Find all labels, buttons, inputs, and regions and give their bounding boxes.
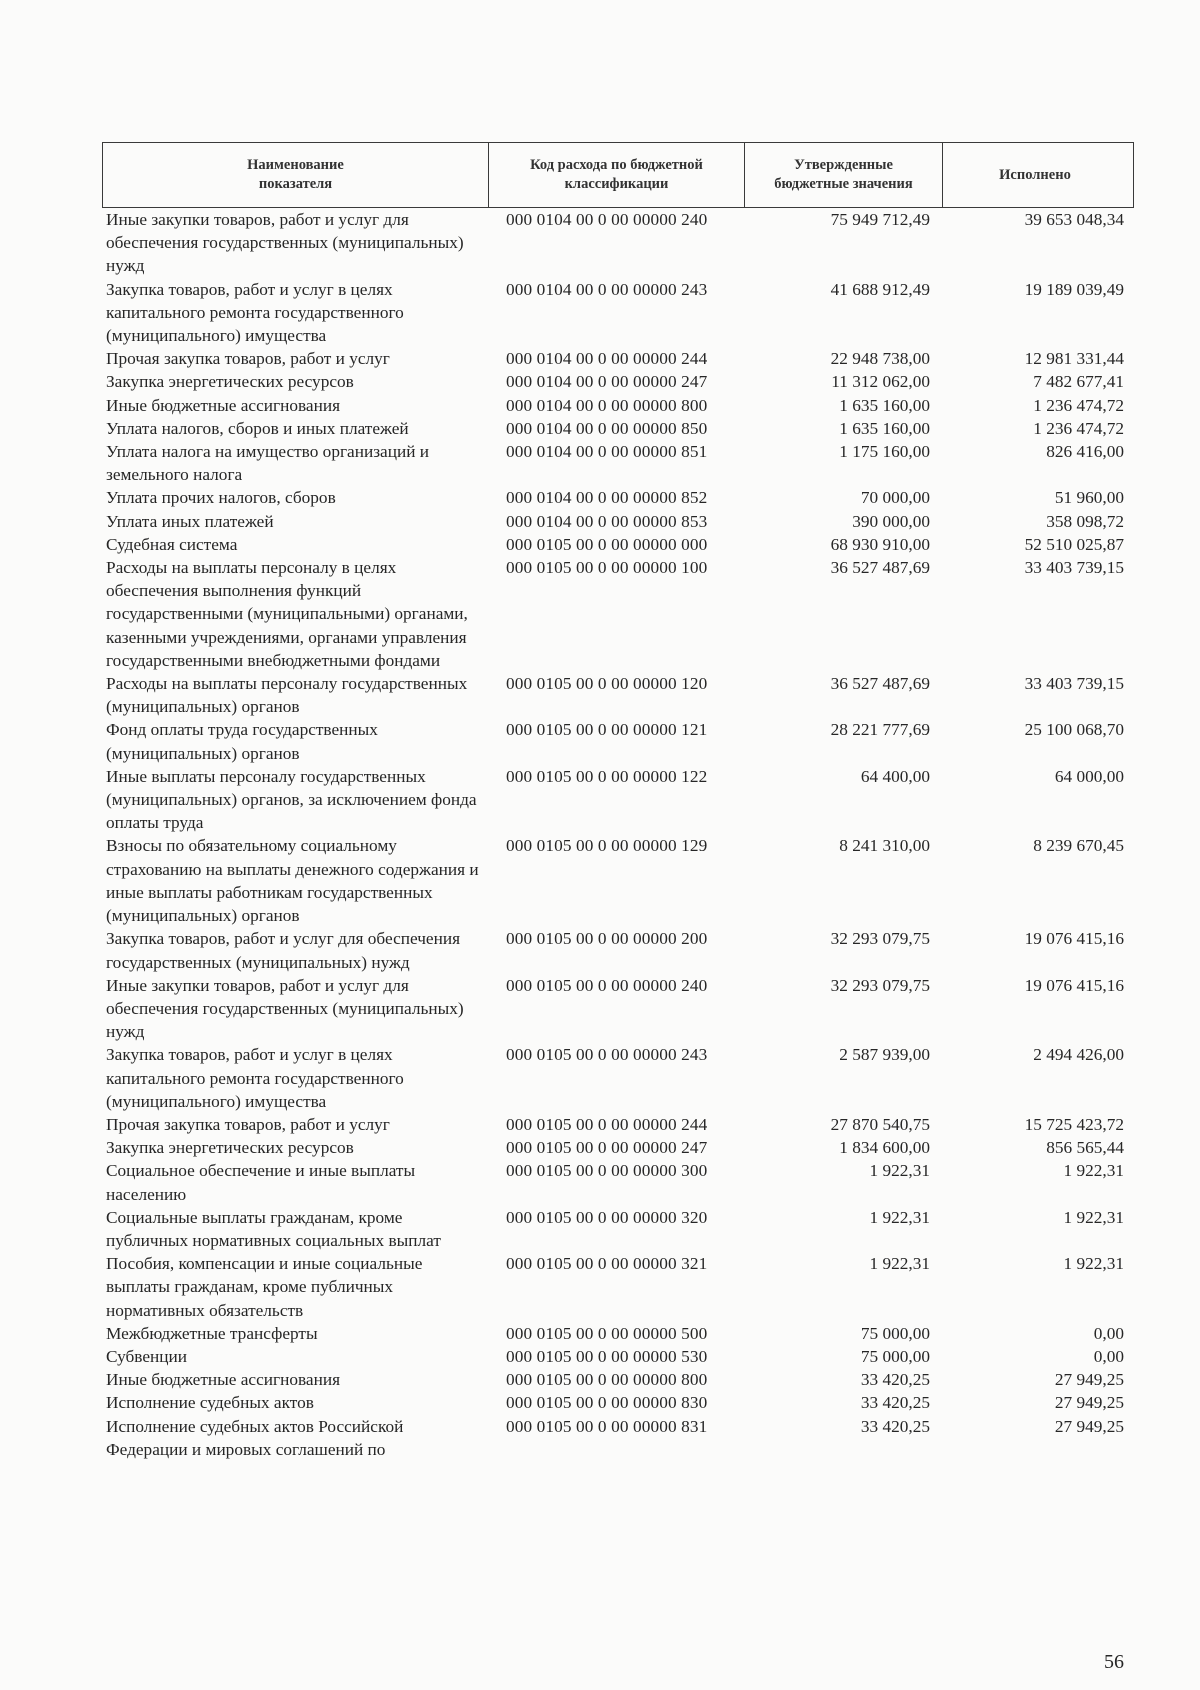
row-name: Уплата налога на имущество организаций и земельного налога: [106, 442, 430, 485]
row-code: 000 0105 00 0 00 00000 100: [506, 558, 708, 578]
row-approved: 1 635 160,00: [839, 418, 930, 438]
table-row: [102, 510, 1134, 533]
table-header: [102, 142, 1134, 208]
row-executed: 1 922,31: [1063, 1254, 1124, 1274]
row-executed: 33 403 739,15: [1024, 674, 1124, 694]
row-name: Закупка товаров, работ и услуг для обеспечения государственных (муниципальных) нужд: [106, 929, 461, 972]
table-row: [102, 1415, 1134, 1461]
row-approved: 41 688 912,49: [830, 279, 930, 299]
row-executed: 358 098,72: [1046, 511, 1124, 531]
row-code: 000 0105 00 0 00 00000 321: [506, 1254, 708, 1274]
table-row: [102, 974, 1134, 1044]
row-code: 000 0105 00 0 00 00000 300: [506, 1161, 708, 1181]
row-executed: 12 981 331,44: [1024, 349, 1124, 369]
row-approved: 36 527 487,69: [830, 558, 930, 578]
row-code: 000 0105 00 0 00 00000 800: [506, 1370, 708, 1390]
row-name: Расходы на выплаты персоналу государственных (муниципальных) органов: [106, 674, 468, 717]
row-name: Закупка энергетических ресурсов: [106, 372, 354, 392]
table-row: [102, 1368, 1134, 1391]
table-row: [102, 672, 1134, 718]
table-body: [102, 208, 1134, 1461]
table-row: [102, 765, 1134, 835]
row-code: 000 0105 00 0 00 00000 200: [506, 929, 708, 949]
row-name: Исполнение судебных актов: [106, 1393, 314, 1413]
row-name: Исполнение судебных актов Российской Федерации и мировых соглашений по: [106, 1416, 404, 1459]
row-code: 000 0105 00 0 00 00000 240: [506, 975, 708, 995]
row-approved: 2 587 939,00: [839, 1045, 930, 1065]
row-approved: 32 293 079,75: [830, 975, 930, 995]
row-executed: 39 653 048,34: [1024, 210, 1124, 229]
table-row: [102, 278, 1134, 348]
table-row: [102, 556, 1134, 672]
row-code: 000 0105 00 0 00 00000 121: [506, 720, 708, 740]
row-approved: 1 834 600,00: [839, 1138, 930, 1158]
row-name: Судебная система: [106, 534, 238, 554]
row-name: Взносы по обязательному социальному страхованию на выплаты денежного содержания и иные выплаты работникам государственных (муниципальных) органов: [106, 836, 479, 926]
row-approved: 75 000,00: [860, 1323, 930, 1343]
row-code: 000 0104 00 0 00 00000 852: [506, 488, 708, 508]
table-row: [102, 927, 1134, 973]
table-row: [102, 417, 1134, 440]
row-executed: 52 510 025,87: [1024, 534, 1124, 554]
row-approved: 33 420,25: [860, 1416, 930, 1436]
row-approved: 64 400,00: [860, 766, 930, 786]
table-row: [102, 1322, 1134, 1345]
row-code: 000 0104 00 0 00 00000 247: [506, 372, 708, 392]
row-executed: 19 189 039,49: [1024, 279, 1124, 299]
row-executed: 27 949,25: [1054, 1370, 1124, 1390]
row-approved: 1 635 160,00: [839, 395, 930, 415]
row-name: Социальное обеспечение и иные выплаты населению: [106, 1161, 416, 1204]
row-approved: 33 420,25: [860, 1393, 930, 1413]
table-row: [102, 533, 1134, 556]
row-approved: 32 293 079,75: [830, 929, 930, 949]
row-code: 000 0105 00 0 00 00000 500: [506, 1323, 708, 1343]
row-code: 000 0105 00 0 00 00000 320: [506, 1207, 708, 1227]
table-row: [102, 1345, 1134, 1368]
row-executed: 8 239 670,45: [1033, 836, 1124, 856]
row-name: Прочая закупка товаров, работ и услуг: [106, 1114, 390, 1134]
row-approved: 28 221 777,69: [830, 720, 930, 740]
row-code: 000 0105 00 0 00 00000 830: [506, 1393, 708, 1413]
table-row: [102, 370, 1134, 393]
row-approved: 22 948 738,00: [830, 349, 930, 369]
row-name: Закупка энергетических ресурсов: [106, 1138, 354, 1158]
table-row: [102, 486, 1134, 509]
row-name: Закупка товаров, работ и услуг в целях капитального ремонта государственного (муниципального) имущества: [106, 279, 404, 346]
row-executed: 0,00: [1093, 1323, 1124, 1343]
row-code: 000 0104 00 0 00 00000 240: [506, 210, 708, 229]
row-executed: 1 236 474,72: [1033, 418, 1124, 438]
header-approved: Утвержденные бюджетные значения: [745, 143, 943, 207]
row-approved: 27 870 540,75: [830, 1114, 930, 1134]
row-name: Иные закупки товаров, работ и услуг для обеспечения государственных (муниципальных) нужд: [106, 210, 464, 276]
page-number: 56: [1104, 1651, 1124, 1673]
row-executed: 33 403 739,15: [1024, 558, 1124, 578]
row-name: Иные бюджетные ассигнования: [106, 395, 341, 415]
row-code: 000 0105 00 0 00 00000 000: [506, 534, 708, 554]
row-executed: 27 949,25: [1054, 1393, 1124, 1413]
table-row: [102, 1252, 1134, 1322]
table-row: [102, 1391, 1134, 1414]
row-code: 000 0105 00 0 00 00000 122: [506, 766, 708, 786]
row-name: Иные бюджетные ассигнования: [106, 1370, 341, 1390]
row-executed: 25 100 068,70: [1024, 720, 1124, 740]
row-code: 000 0104 00 0 00 00000 800: [506, 395, 708, 415]
row-name: Межбюджетные трансферты: [106, 1323, 318, 1343]
row-code: 000 0104 00 0 00 00000 851: [506, 442, 708, 462]
row-code: 000 0105 00 0 00 00000 831: [506, 1416, 708, 1436]
row-executed: 1 236 474,72: [1033, 395, 1124, 415]
row-code: 000 0105 00 0 00 00000 243: [506, 1045, 708, 1065]
row-code: 000 0104 00 0 00 00000 243: [506, 279, 708, 299]
row-approved: 68 930 910,00: [830, 534, 930, 554]
table-row: [102, 1159, 1134, 1205]
row-approved: 11 312 062,00: [831, 372, 930, 392]
row-name: Иные закупки товаров, работ и услуг для обеспечения государственных (муниципальных) нужд: [106, 975, 464, 1042]
row-approved: 390 000,00: [852, 511, 930, 531]
row-executed: 2 494 426,00: [1033, 1045, 1124, 1065]
row-executed: 1 922,31: [1063, 1161, 1124, 1181]
row-approved: 36 527 487,69: [830, 674, 930, 694]
row-approved: 1 922,31: [869, 1254, 930, 1274]
row-executed: 19 076 415,16: [1024, 929, 1124, 949]
row-executed: 51 960,00: [1054, 488, 1124, 508]
row-approved: 75 949 712,49: [830, 210, 930, 229]
header-code: Код расхода по бюджетной классификации: [489, 143, 745, 207]
table-row: [102, 1136, 1134, 1159]
row-approved: 75 000,00: [860, 1346, 930, 1366]
row-executed: 19 076 415,16: [1024, 975, 1124, 995]
row-code: 000 0105 00 0 00 00000 129: [506, 836, 708, 856]
row-code: 000 0105 00 0 00 00000 530: [506, 1346, 708, 1366]
row-name: Прочая закупка товаров, работ и услуг: [106, 349, 390, 369]
row-name: Социальные выплаты гражданам, кроме публичных нормативных социальных выплат: [106, 1207, 441, 1250]
table-row: [102, 394, 1134, 417]
row-name: Уплата прочих налогов, сборов: [106, 488, 336, 508]
table-row: [102, 1043, 1134, 1113]
row-name: Фонд оплаты труда государственных (муниципальных) органов: [106, 720, 378, 763]
header-name: Наименование показателя: [103, 143, 489, 207]
table-row: [102, 718, 1134, 764]
row-code: 000 0105 00 0 00 00000 244: [506, 1114, 708, 1134]
row-executed: 27 949,25: [1054, 1416, 1124, 1436]
row-approved: 70 000,00: [860, 488, 930, 508]
row-name: Иные выплаты персоналу государственных (муниципальных) органов, за исключением фонда оплаты труда: [106, 766, 477, 833]
table-row: [102, 1206, 1134, 1252]
row-approved: 33 420,25: [860, 1370, 930, 1390]
row-executed: 0,00: [1093, 1346, 1124, 1366]
table-row: [102, 834, 1134, 927]
row-name: Расходы на выплаты персоналу в целях обеспечения выполнения функций государственными (муниципальными) органами, казенными учреждениями, органами управления государственными внебюджетными фондами: [106, 558, 468, 670]
table-row: [102, 1113, 1134, 1136]
row-approved: 8 241 310,00: [839, 836, 930, 856]
row-approved: 1 922,31: [869, 1161, 930, 1181]
table-row: [102, 208, 1134, 278]
row-name: Закупка товаров, работ и услуг в целях капитального ремонта государственного (муниципального) имущества: [106, 1045, 404, 1111]
row-code: 000 0105 00 0 00 00000 247: [506, 1138, 708, 1158]
row-code: 000 0104 00 0 00 00000 850: [506, 418, 708, 438]
row-executed: 856 565,44: [1046, 1138, 1124, 1158]
row-name: Пособия, компенсации и иные социальные выплаты гражданам, кроме публичных нормативных обязательств: [106, 1254, 423, 1320]
row-name: Субвенции: [106, 1346, 188, 1366]
row-executed: 1 922,31: [1063, 1207, 1124, 1227]
row-executed: 826 416,00: [1046, 442, 1124, 462]
budget-execution-table: [102, 142, 1134, 1461]
row-approved: 1 922,31: [869, 1207, 930, 1227]
row-code: 000 0104 00 0 00 00000 244: [506, 349, 708, 369]
row-code: 000 0105 00 0 00 00000 120: [506, 674, 708, 694]
row-executed: 15 725 423,72: [1024, 1114, 1124, 1134]
row-name: Уплата иных платежей: [106, 511, 274, 531]
table-row: [102, 347, 1134, 370]
row-executed: 64 000,00: [1054, 766, 1124, 786]
row-executed: 7 482 677,41: [1033, 372, 1124, 392]
table-row: [102, 440, 1134, 486]
row-name: Уплата налогов, сборов и иных платежей: [106, 418, 409, 438]
row-code: 000 0104 00 0 00 00000 853: [506, 511, 708, 531]
header-executed: Исполнено: [999, 166, 1071, 183]
row-approved: 1 175 160,00: [839, 442, 930, 462]
